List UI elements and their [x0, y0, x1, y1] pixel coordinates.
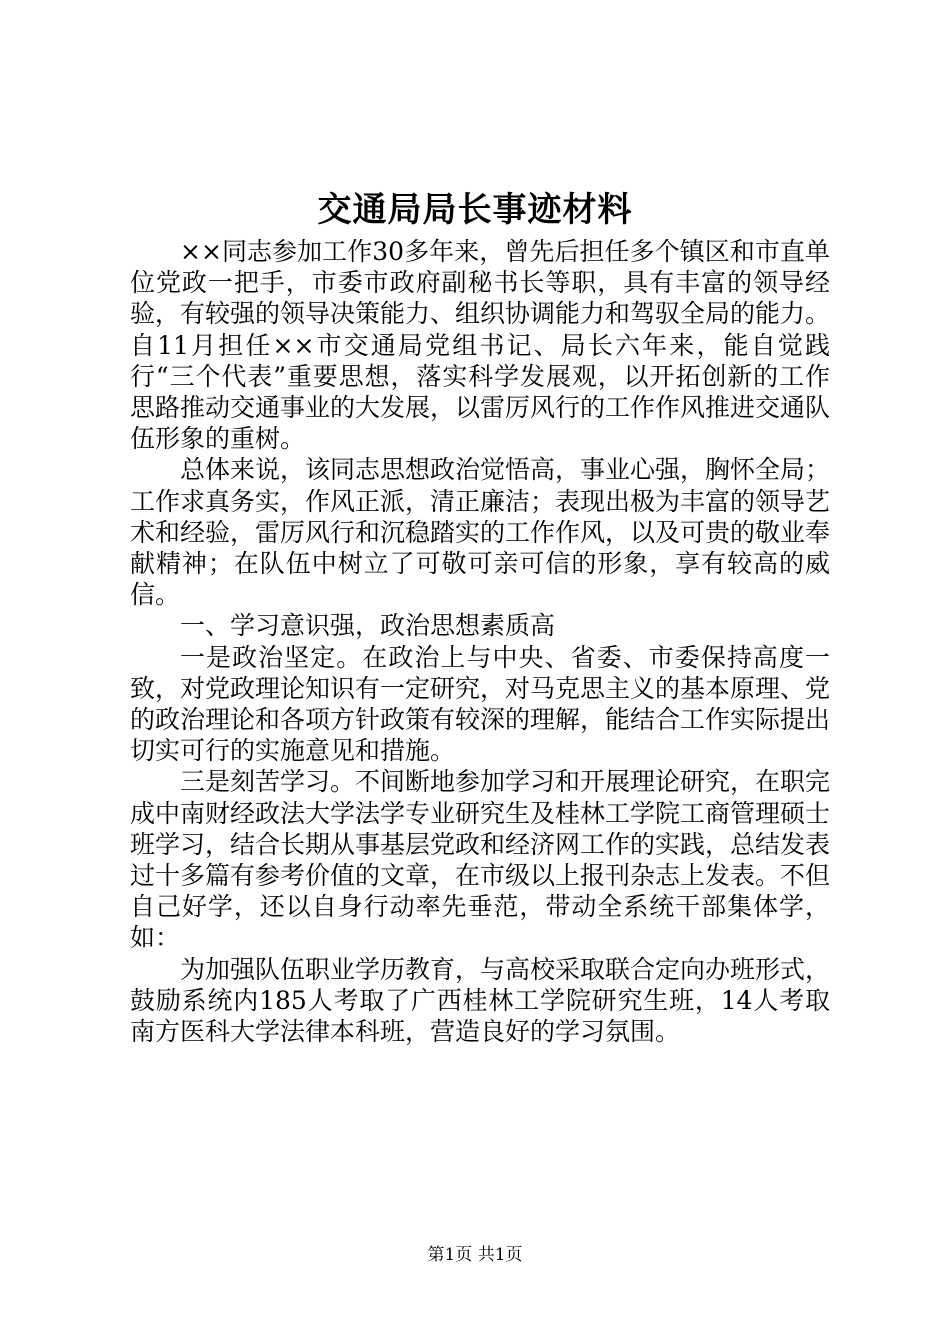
document-title: 交通局局长事迹材料 [317, 190, 633, 230]
section-heading-1: 一、学习意识强，政治思想素质高 [180, 611, 556, 641]
paragraph-study: 三是刻苦学习。不间断地参加学习和开展理论研究，在职完成中南财经政法大学法学专业研究生及桂林工学院工商管理硕士班学习，结合长期从事基层党政和经济网工作的实践，总结发表过十多篇有参考价值的文章，在市级以上报刊杂志上发表。不但自己好学，还以自身行动率先垂范，带动全系统干部集体学，如： [130, 767, 831, 953]
paragraph-political: 一是政治坚定。在政治上与中央、省委、市委保持高度一致，对党政理论知识有一定研究，对马克思主义的基本原理、党的政治理论和各项方针政策有较深的理解，能结合工作实际提出切实可行的实施意见和措施。 [130, 642, 831, 766]
page-footer: 第1页 共1页 [427, 1245, 523, 1265]
document-body [130, 236, 830, 1047]
paragraph-summary: 总体来说，该同志思想政治觉悟高，事业心强，胸怀全局；工作求真务实，作风正派，清正廉洁；表现出极为丰富的领导艺术和经验，雷厉风行和沉稳踏实的工作作风，以及可贵的敬业奉献精神；在队伍中树立了可敬可亲可信的形象，享有较高的威信。 [130, 455, 831, 610]
paragraph-intro: ××同志参加工作30多年来，曾先后担任多个镇区和市直单位党政一把手，市委市政府副秘书长等职，具有丰富的领导经验，有较强的领导决策能力、组织协调能力和驾驭全局的能力。自11月担任××市交通局党组书记、局长六年来，能自觉践行“三个代表”重要思想，落实科学发展观，以开拓创新的工作思路推动交通事业的大发展，以雷厉风行的工作作风推进交通队伍形象的重树。 [130, 237, 831, 454]
paragraph-education: 为加强队伍职业学历教育，与高校采取联合定向办班形式，鼓励系统内185人考取了广西桂林工学院研究生班，14人考取南方医科大学法律本科班，营造良好的学习氛围。 [130, 954, 831, 1047]
